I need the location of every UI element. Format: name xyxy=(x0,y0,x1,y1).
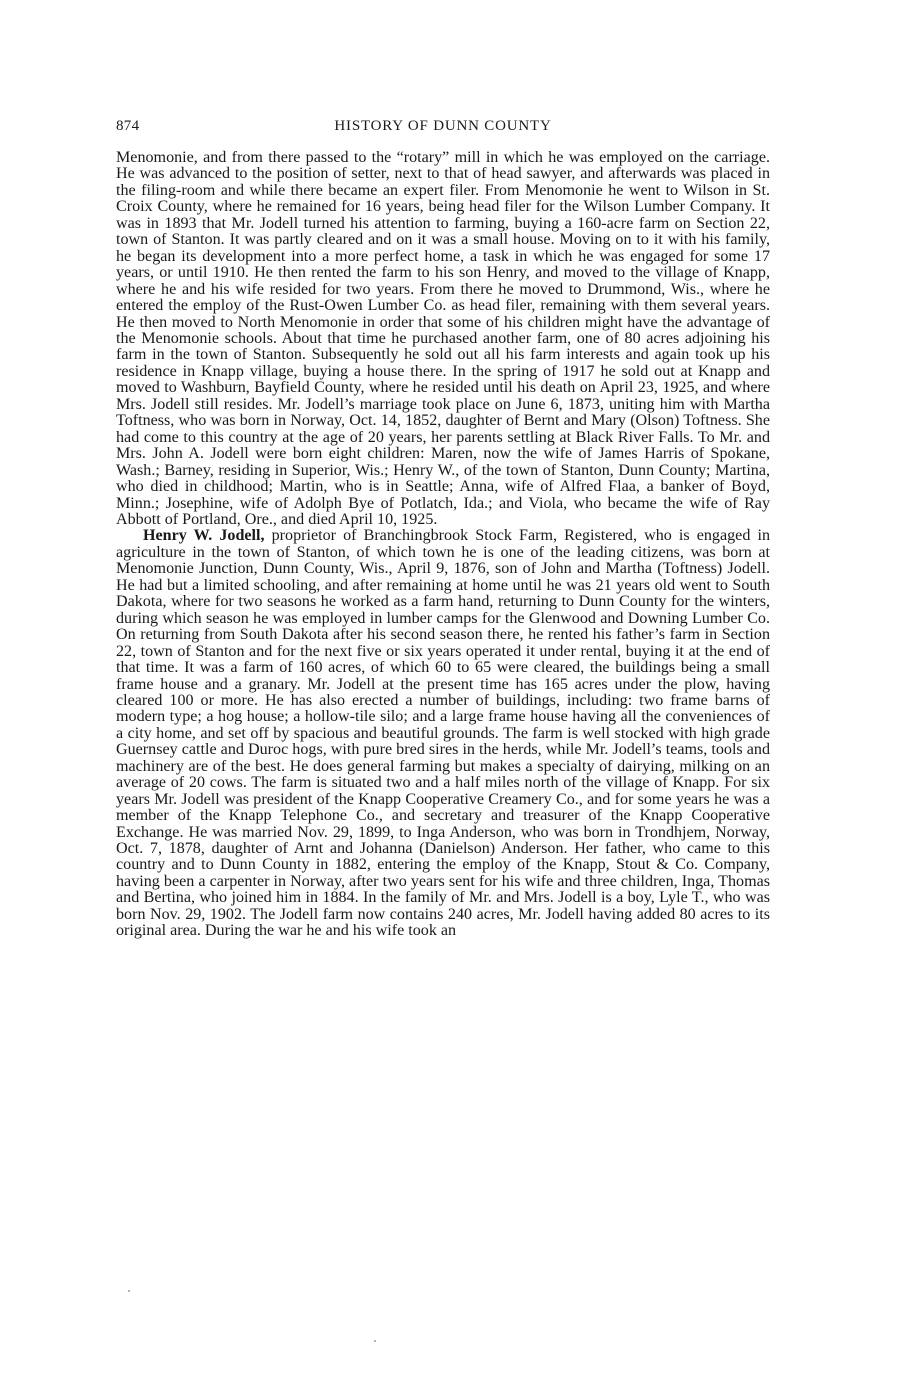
paragraph-text: proprietor of Branchingbrook Stock Farm, Registered, who is engaged in agriculture in the town of Stanton, of which town he is one of the leading citizens, was born at Menomonie Junction, Dunn County, Wis., April 9, 1876, son of John and Martha (Toftness) Jodell. He had but a limited schooling, and after remaining at home until he was 21 years old went to South Dakota, where for two seasons he worked as a farm hand, returning to Dunn County for the winters, during which season he was employed in lumber camps for the Glenwood and Downing Lumber Co. On returning from South Dakota after his second season there, he rented his father’s farm in Section 22, town of Stanton and for the next five or six years operated it under rental, buying it at the end of that time. It was a farm of 160 acres, of which 60 to 65 were cleared, the buildings being a small frame house and a granary. Mr. Jodell at the present time has 165 acres under the plow, having cleared 100 or more. He has also erected a number of buildings, including: two frame barns of modern type; a hog house; a hollow-tile silo; and a large frame house having all the conveniences of a city home, and set off by spacious and beautiful grounds. The farm is well stocked with high grade Guernsey cattle and Duroc hogs, with pure bred sires in the herds, while Mr. Jodell’s teams, tools and machinery are of the best. He does general farming but makes a specialty of dairying, milking on an average of 20 cows. The farm is situated two and a half miles north of the village of Knapp. For six years Mr. Jodell was president of the Knapp Cooperative Creamery Co., and for some years he was a member of the Knapp Telephone Co., and secretary and treasurer of the Knapp Cooperative Exchange. He was married Nov. 29, 1899, to Inga Anderson, who was born in Trondhjem, Norway, Oct. 7, 1878, daughter of Arnt and Johanna (Danielson) Anderson. Her father, who came to this country and to Dunn County in 1882, entering the employ of the Knapp, Stout & Co. Company, having been a carpenter in Norway, after two years sent for his wife and three children, Inga, Thomas and Bertina, who joined him in 1884. In the family of Mr. and Mrs. Jodell is a boy, Lyle T., who was born Nov. 29, 1902. The Jodell farm now contains 240 acres, Mr. Jodell having added 80 acres to its original area. During the war he and his wife took an xyxy=(116,527,770,940)
paper-speck xyxy=(128,1290,130,1292)
paragraph-henry-jodell-bio xyxy=(116,528,770,939)
paragraph-john-jodell-continued xyxy=(116,150,770,528)
page-number: 874 xyxy=(116,118,140,134)
running-title: HISTORY OF DUNN COUNTY xyxy=(334,118,552,134)
body-text xyxy=(116,150,770,940)
biography-subject-name: Henry W. Jodell, xyxy=(143,527,265,545)
page-header xyxy=(116,116,770,136)
paragraph-text: Menomonie, and from there passed to the “rotary” mill in which he was employed on the carriage. He was advanced to the position of setter, next to that of head sawyer, and afterwards was placed in the filing-room and while there became an expert filer. From Menomonie he went to Wilson in St. Croix County, where he remained for 16 years, being head filer for the Wilson Lumber Company. It was in 1893 that Mr. Jodell turned his attention to farming, buying a 160-acre farm on Section 22, town of Stanton. It was partly cleared and on it was a small house. Moving on to it with his family, he began its development into a more perfect home, a task in which he was engaged for some 17 years, or until 1910. He then rented the farm to his son Henry, and moved to the village of Knapp, where he and his wife resided for two years. From there he moved to Drummond, Wis., where he entered the employ of the Rust-Owen Lumber Co. as head filer, remaining with them several years. He then moved to North Menomonie in order that some of his children might have the advantage of the Menomonie schools. About that time he purchased another farm, one of 80 acres adjoining his farm in the town of Stanton. Subsequently he sold out all his farm interests and again took up his residence in Knapp village, buying a house there. In the spring of 1917 he sold out at Knapp and moved to Washburn, Bayfield County, where he resided until his death on April 23, 1925, and where Mrs. Jodell still resides. Mr. Jodell’s marriage took place on June 6, 1873, uniting him with Martha Toftness, who was born in Norway, Oct. 14, 1852, daughter of Bernt and Mary (Olson) Toftness. She had come to this country at the age of 20 years, her parents settling at Black River Falls. To Mr. and Mrs. John A. Jodell were born eight children: Maren, now the wife of James Harris of Spokane, Wash.; Barney, residing in Superior, Wis.; Henry W., of the town of Stanton, Dunn County; Martina, who died in childhood; Martin, who is in Seattle; Anna, wife of Alfred Flaa, a banker of Boyd, Minn.; Josephine, wife of Adolph Bye of Potlatch, Ida.; and Viola, who became the wife of Ray Abbott of Portland, Ore., and died April 10, 1925. xyxy=(116,149,770,528)
paper-speck xyxy=(374,1340,376,1342)
